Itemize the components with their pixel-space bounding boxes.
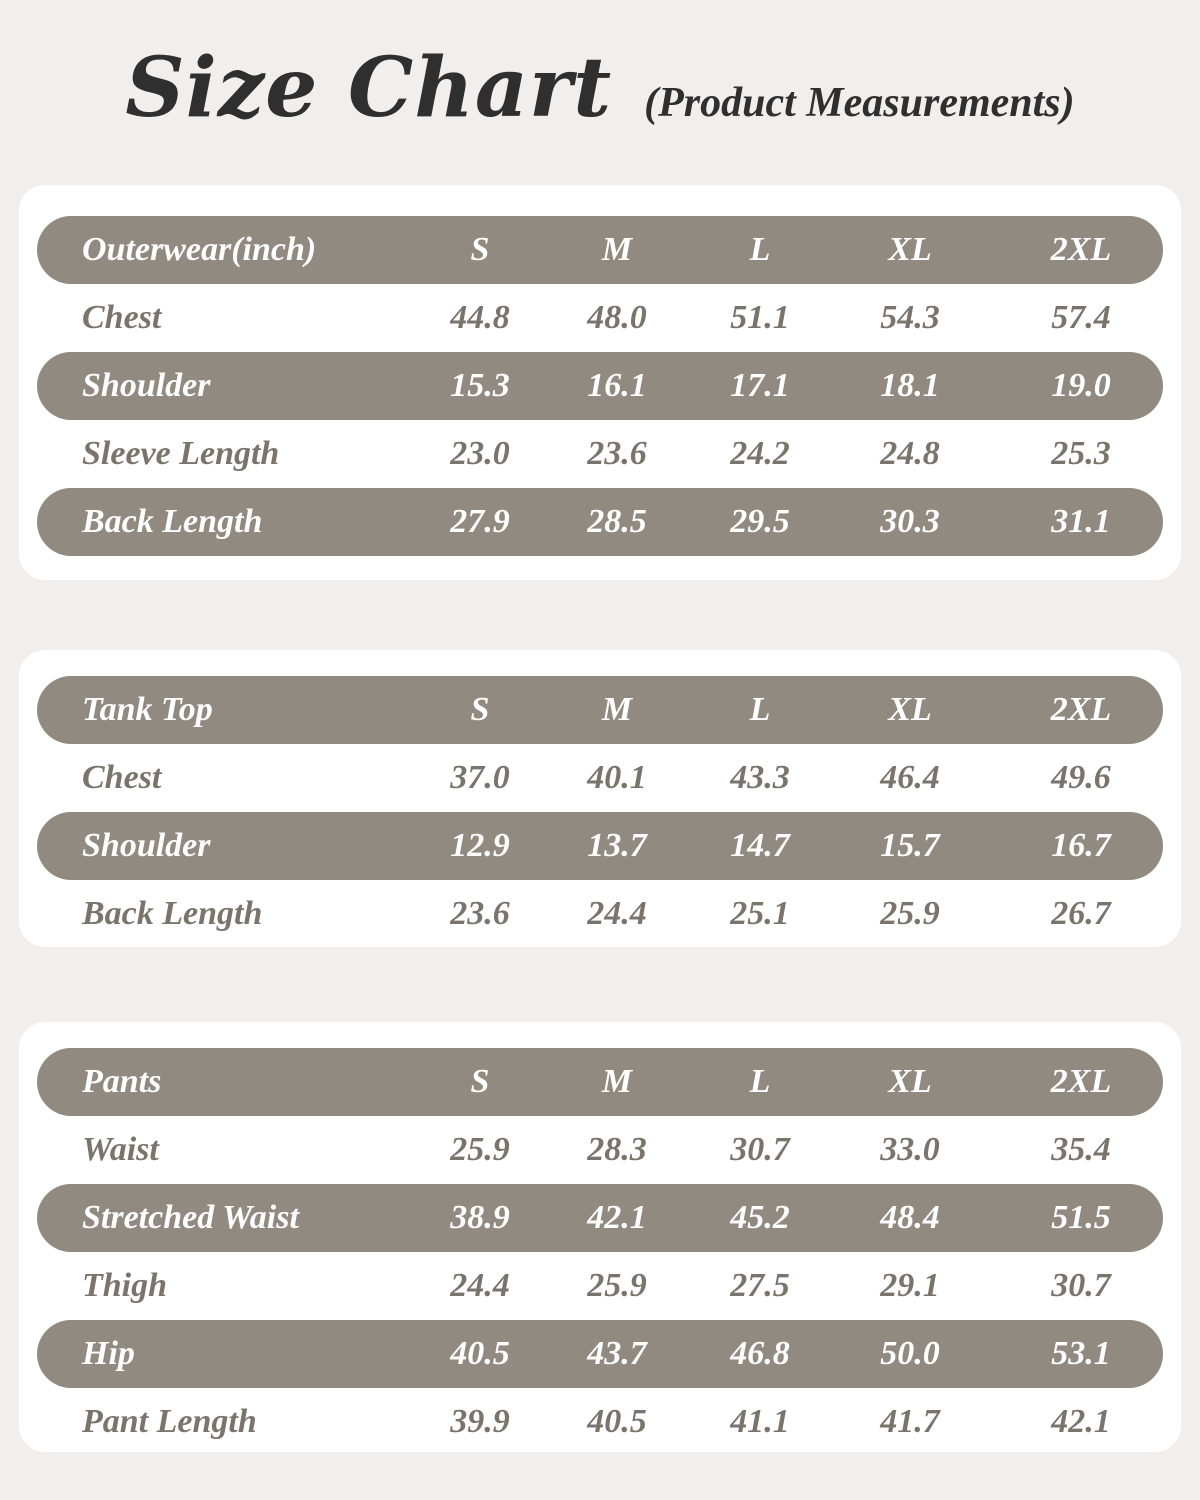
row-label: Hip xyxy=(82,1335,135,1372)
cell-value: 16.7 xyxy=(1051,827,1111,864)
cell-value: 19.0 xyxy=(1051,367,1111,404)
cell-value: 13.7 xyxy=(587,827,647,864)
cell-value: 49.6 xyxy=(1051,759,1111,796)
cell-value: 12.9 xyxy=(450,827,510,864)
cell-value: 30.7 xyxy=(1051,1267,1111,1304)
cell-value: 38.9 xyxy=(450,1199,510,1236)
cell-value: 23.6 xyxy=(450,895,510,932)
table-row xyxy=(37,1252,1163,1320)
table-row xyxy=(37,1320,1163,1388)
cell-value: 27.5 xyxy=(730,1267,790,1304)
cell-value: 37.0 xyxy=(450,759,510,796)
size-header: M xyxy=(601,691,633,728)
cell-value: 41.7 xyxy=(880,1403,940,1440)
cell-value: 28.5 xyxy=(587,503,647,540)
row-label: Shoulder xyxy=(82,827,211,864)
cell-value: 33.0 xyxy=(880,1131,940,1168)
cell-value: 29.5 xyxy=(730,503,790,540)
cell-value: 40.5 xyxy=(450,1335,510,1372)
title-block xyxy=(0,40,1200,150)
row-label: Back Length xyxy=(82,503,263,540)
table-row xyxy=(37,352,1163,420)
cell-value: 26.7 xyxy=(1051,895,1111,932)
row-label: Thigh xyxy=(82,1267,168,1304)
cell-value: 57.4 xyxy=(1051,299,1111,336)
cell-value: 44.8 xyxy=(450,299,510,336)
cell-value: 46.4 xyxy=(880,759,940,796)
table-header-label: Tank Top xyxy=(82,691,213,728)
cell-value: 24.4 xyxy=(587,895,647,932)
size-header: 2XL xyxy=(1050,231,1112,268)
cell-value: 25.9 xyxy=(587,1267,647,1304)
tank-top-header-row xyxy=(37,676,1163,744)
cell-value: 46.8 xyxy=(730,1335,790,1372)
table-row xyxy=(37,1388,1163,1456)
tank-top-card xyxy=(19,650,1181,947)
table-row xyxy=(37,880,1163,948)
tank-top-table xyxy=(37,676,1163,948)
cell-value: 15.3 xyxy=(450,367,510,404)
page-title: Size Chart xyxy=(125,40,613,136)
cell-value: 35.4 xyxy=(1051,1131,1111,1168)
cell-value: 48.0 xyxy=(587,299,647,336)
table-row xyxy=(37,284,1163,352)
cell-value: 42.1 xyxy=(1051,1403,1111,1440)
size-header: M xyxy=(601,231,633,268)
cell-value: 41.1 xyxy=(730,1403,790,1440)
cell-value: 25.9 xyxy=(450,1131,510,1168)
size-header: XL xyxy=(888,231,932,268)
size-header: S xyxy=(470,231,490,268)
table-row xyxy=(37,420,1163,488)
table-row xyxy=(37,744,1163,812)
size-header: S xyxy=(470,691,490,728)
row-label: Chest xyxy=(82,759,162,796)
row-label: Pant Length xyxy=(82,1403,257,1440)
outerwear-header-row xyxy=(37,216,1163,284)
table-row xyxy=(37,812,1163,880)
cell-value: 28.3 xyxy=(587,1131,647,1168)
cell-value: 23.6 xyxy=(587,435,647,472)
size-header: XL xyxy=(888,1063,932,1100)
table-row xyxy=(37,1184,1163,1252)
cell-value: 53.1 xyxy=(1051,1335,1111,1372)
cell-value: 23.0 xyxy=(450,435,510,472)
cell-value: 16.1 xyxy=(587,367,647,404)
table-row xyxy=(37,1116,1163,1184)
outerwear-card xyxy=(19,185,1181,580)
pants-card xyxy=(19,1022,1181,1452)
size-header: M xyxy=(601,1063,633,1100)
cell-value: 24.8 xyxy=(880,435,940,472)
table-header-label: Pants xyxy=(82,1063,162,1100)
cell-value: 25.3 xyxy=(1051,435,1111,472)
table-header-label: Outerwear(inch) xyxy=(82,231,317,268)
table-row xyxy=(37,488,1163,556)
cell-value: 40.5 xyxy=(587,1403,647,1440)
page-subtitle: (Product Measurements) xyxy=(644,80,1075,126)
cell-value: 24.4 xyxy=(450,1267,510,1304)
cell-value: 25.1 xyxy=(730,895,790,932)
size-header: L xyxy=(749,1063,771,1100)
cell-value: 42.1 xyxy=(587,1199,647,1236)
cell-value: 51.1 xyxy=(730,299,790,336)
row-label: Shoulder xyxy=(82,367,211,404)
row-label: Chest xyxy=(82,299,162,336)
size-header: 2XL xyxy=(1050,691,1112,728)
outerwear-table xyxy=(37,216,1163,556)
cell-value: 31.1 xyxy=(1051,503,1111,540)
size-header: S xyxy=(470,1063,490,1100)
row-label: Sleeve Length xyxy=(82,435,280,472)
pants-table xyxy=(37,1048,1163,1456)
cell-value: 29.1 xyxy=(880,1267,940,1304)
cell-value: 43.3 xyxy=(730,759,790,796)
row-label: Waist xyxy=(82,1131,159,1168)
cell-value: 48.4 xyxy=(880,1199,940,1236)
cell-value: 30.7 xyxy=(730,1131,790,1168)
cell-value: 25.9 xyxy=(880,895,940,932)
cell-value: 39.9 xyxy=(450,1403,510,1440)
cell-value: 27.9 xyxy=(450,503,510,540)
cell-value: 14.7 xyxy=(730,827,790,864)
cell-value: 43.7 xyxy=(587,1335,647,1372)
cell-value: 17.1 xyxy=(730,367,790,404)
cell-value: 51.5 xyxy=(1051,1199,1111,1236)
size-header: L xyxy=(749,691,771,728)
size-header: L xyxy=(749,231,771,268)
cell-value: 15.7 xyxy=(880,827,940,864)
cell-value: 54.3 xyxy=(880,299,940,336)
row-label: Stretched Waist xyxy=(82,1199,299,1236)
cell-value: 45.2 xyxy=(730,1199,790,1236)
pants-header-row xyxy=(37,1048,1163,1116)
cell-value: 24.2 xyxy=(730,435,790,472)
size-header: XL xyxy=(888,691,932,728)
size-header: 2XL xyxy=(1050,1063,1112,1100)
row-label: Back Length xyxy=(82,895,263,932)
cell-value: 40.1 xyxy=(587,759,647,796)
cell-value: 30.3 xyxy=(880,503,940,540)
cell-value: 50.0 xyxy=(880,1335,940,1372)
cell-value: 18.1 xyxy=(880,367,940,404)
